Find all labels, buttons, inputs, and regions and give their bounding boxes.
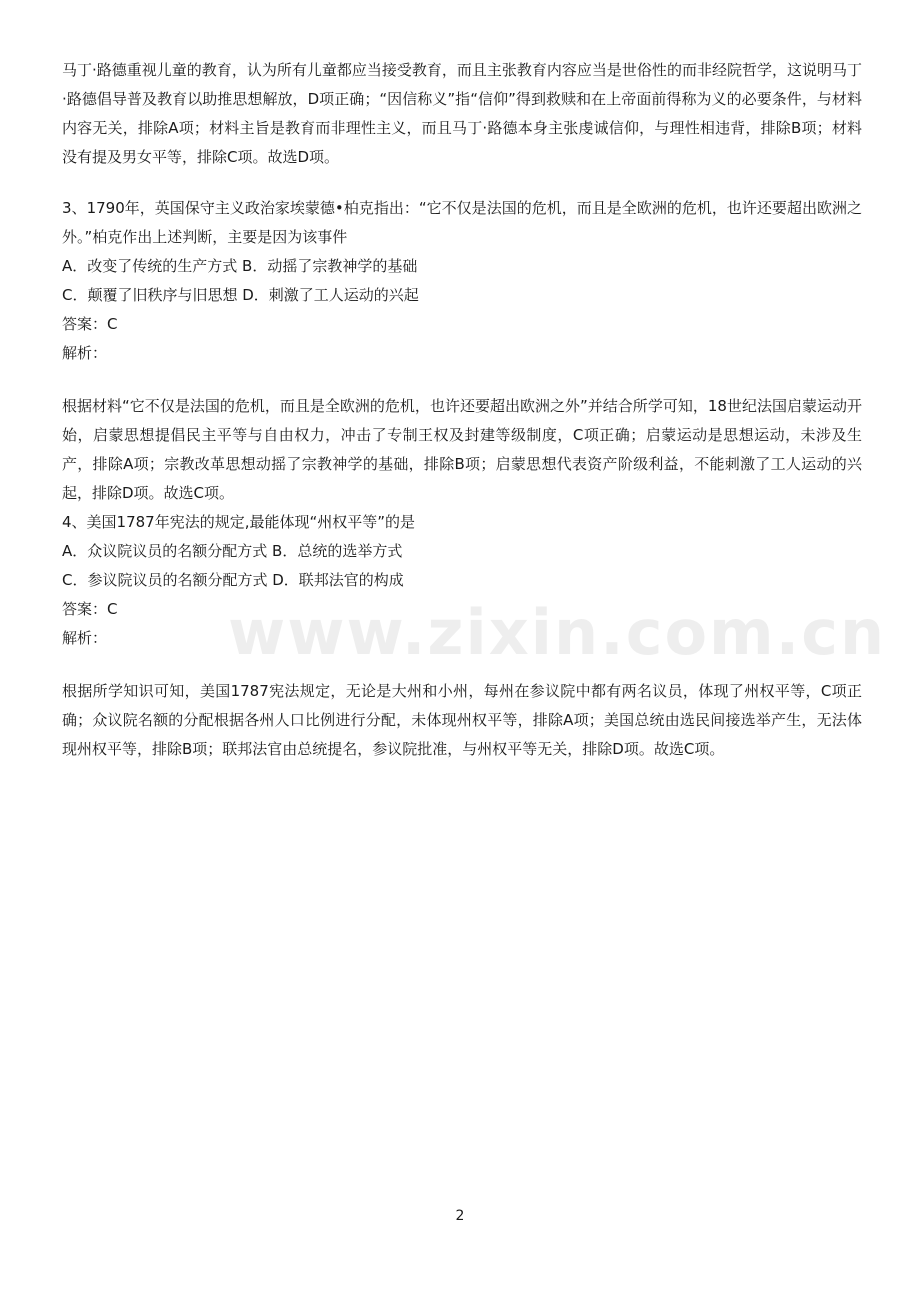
question-3-analysis: 根据材料“它不仅是法国的危机，而且是全欧洲的危机，也许还要超出欧洲之外”并结合所学可知，18世纪法国启蒙运动开始，启蒙思想提倡民主平等与自由权力，冲击了专制王权及封建等级制度，C项正确；启蒙运动是思想运动，未涉及生产，排除A项；宗教改革思想动摇了宗教神学的基础，排除B项；启蒙思想代表资产阶级利益，不能刺激了工人运动的兴起，排除D项。故选C项。 bbox=[62, 397, 862, 502]
watermark: www.zixin.com.cn bbox=[228, 596, 887, 669]
question-4-options-ab: A．众议院议员的名额分配方式 B．总统的选举方式 bbox=[62, 542, 403, 560]
document-page bbox=[62, 56, 862, 764]
analysis-paragraph-q2: 马丁·路德重视儿童的教育，认为所有儿童都应当接受教育，而且主张教育内容应当是世俗性的而非经院哲学，这说明马丁·路德倡导普及教育以助推思想解放，D项正确；“因信称义”指“信仰”得到救赎和在上帝面前得称为义的必要条件，与材料内容无关，排除A项；材料主旨是教育而非理性主义，而且马丁·路德本身主张虔诚信仰，与理性相违背，排除B项；材料没有提及男女平等，排除C项。故选D项。 bbox=[62, 61, 862, 166]
question-3-options-ab: A．改变了传统的生产方式 B．动摇了宗教神学的基础 bbox=[62, 257, 418, 275]
question-4-analysis: 根据所学知识可知，美国1787宪法规定，无论是大州和小州，每州在参议院中都有两名议员，体现了州权平等，C项正确；众议院名额的分配根据各州人口比例进行分配，未体现州权平等，排除A项；美国总统由选民间接选举产生，无法体现州权平等，排除B项；联邦法官由总统提名，参议院批准，与州权平等无关，排除D项。故选C项。 bbox=[62, 682, 862, 758]
question-4-options-cd: C．参议院议员的名额分配方式 D．联邦法官的构成 bbox=[62, 571, 404, 589]
question-3-answer: 答案：C bbox=[62, 315, 118, 333]
question-3-stem: 3、1790年，英国保守主义政治家埃蒙德•柏克指出：“它不仅是法国的危机，而且是全欧洲的危机，也许还要超出欧洲之外。”柏克作出上述判断，主要是因为该事件 bbox=[62, 199, 862, 246]
question-3-analysis-label: 解析： bbox=[62, 344, 108, 362]
question-4-stem: 4、美国1787年宪法的规定,最能体现“州权平等”的是 bbox=[62, 513, 416, 531]
question-4-analysis-label: 解析： bbox=[62, 629, 108, 647]
page-number: 2 bbox=[455, 1208, 465, 1224]
question-3-options-cd: C．颠覆了旧秩序与旧思想 D．刺激了工人运动的兴起 bbox=[62, 286, 419, 304]
question-4-answer: 答案：C bbox=[62, 600, 118, 618]
